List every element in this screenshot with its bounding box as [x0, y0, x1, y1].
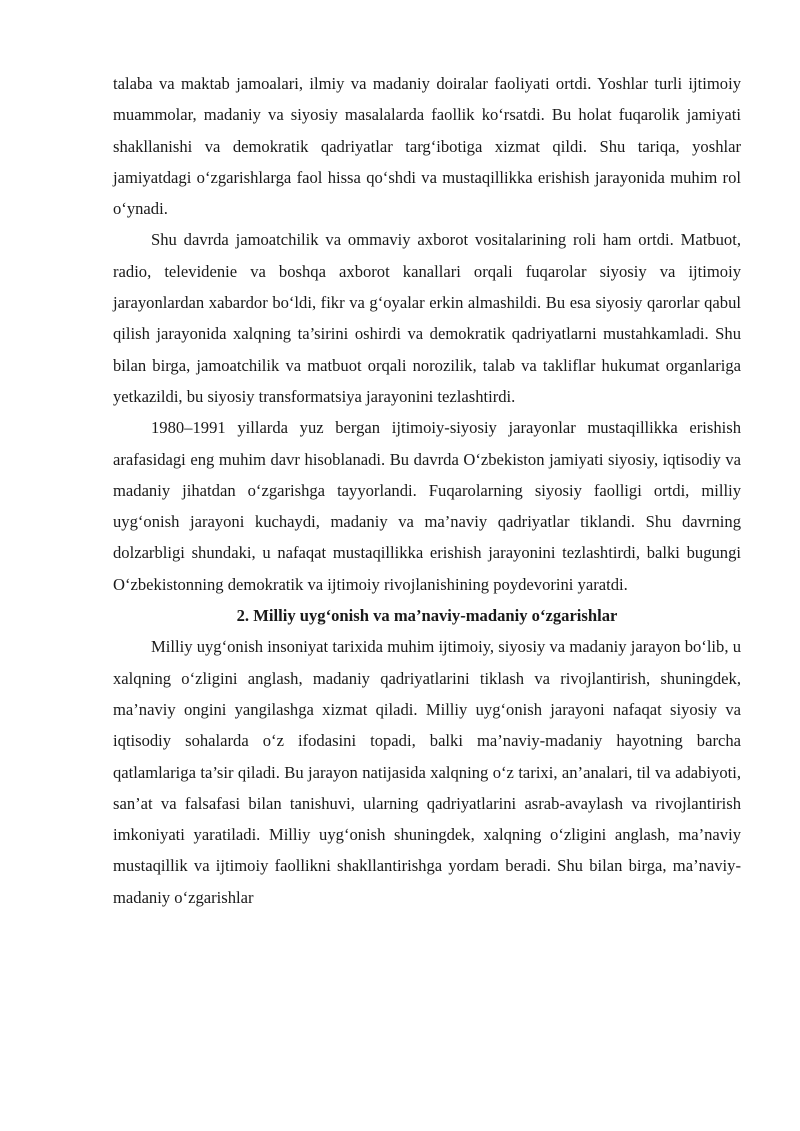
body-paragraph-4: Milliy uyg‘onish insoniyat tarixida muhim ijtimoiy, siyosiy va madaniy jarayon bo‘lib, u xalqning o‘zligini anglash, madaniy qadriyatlarini tiklash va rivojlantirish, shuningdek, ma’naviy ongini yangilashga xizmat qiladi. Milliy uyg‘onish jarayoni nafaqat siyosiy va iqtisodiy sohalarda o‘z ifodasini topadi, balki ma’naviy-madaniy hayotning barcha qatlamlariga ta’sir qiladi. Bu jarayon natijasida xalqning o‘z tarixi, an’analari, til va adabiyoti, san’at va falsafasi bilan tanishuvi, ularning qadriyatlarini asrab-avaylash va rivojlantirish imkoniyati yaratiladi. Milliy uyg‘onish shuningdek, xalqning o‘zligini anglash, ma’naviy mustaqillik va ijtimoiy faollikni shakllantirishga yordam beradi. Shu bilan birga, ma’naviy-madaniy o‘zgarishlar [113, 637, 741, 907]
document-page [113, 68, 741, 913]
body-paragraph-2: Shu davrda jamoatchilik va ommaviy axborot vositalarining roli ham ortdi. Matbuot, radio, televidenie va boshqa axborot kanallari orqali fuqarolar siyosiy va ijtimoiy jarayonlardan xabardor bo‘ldi, fikr va g‘oyalar erkin almashildi. Bu esa siyosiy qarorlar qabul qilish jarayonida xalqning ta’sirini oshirdi va demokratik qadriyatlarni mustahkamladi. Shu bilan birga, jamoatchilik va matbuot orqali norozilik, talab va takliflar hukumat organlariga yetkazildi, bu siyosiy transformatsiya jarayonini tezlashtirdi. [113, 230, 741, 406]
body-paragraph-3: 1980–1991 yillarda yuz bergan ijtimoiy-siyosiy jarayonlar mustaqillikka erishish arafasidagi eng muhim davr hisoblanadi. Bu davrda O‘zbekiston jamiyati siyosiy, iqtisodiy va madaniy jihatdan o‘zgarishga tayyorlandi. Fuqarolarning siyosiy faolligi ortdi, milliy uyg‘onish jarayoni kuchaydi, madaniy va ma’naviy qadriyatlar tiklandi. Shu davrning dolzarbligi shundaki, u nafaqat mustaqillikka erishish jarayonini tezlashtirdi, balki bugungi O‘zbekistonning demokratik va ijtimoiy rivojlanishining poydevorini yaratdi. [113, 418, 741, 594]
section-heading: 2. Milliy uyg‘onish va ma’naviy-madaniy o‘zgarishlar [236, 606, 618, 626]
body-paragraph-1: talaba va maktab jamoalari, ilmiy va madaniy doiralar faoliyati ortdi. Yoshlar turli ijtimoiy muammolar, madaniy va siyosiy masalalarda faollik ko‘rsatdi. Bu holat fuqarolik jamiyati shakllanishi va demokratik qadriyatlar targ‘ibotiga xizmat qildi. Shu tariqa, yoshlar jamiyatdagi o‘zgarishlarga faol hissa qo‘shdi va mustaqillikka erishish jarayonida muhim rol o‘ynadi. [113, 74, 741, 219]
